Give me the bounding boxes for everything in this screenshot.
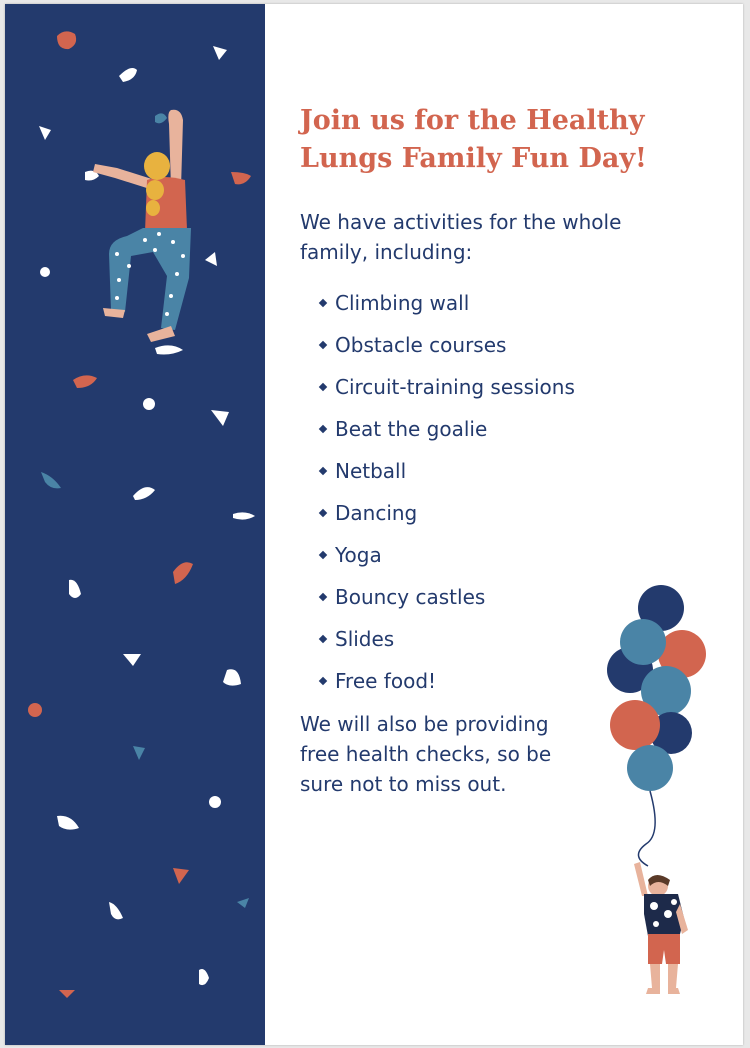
list-item [320, 282, 575, 324]
event-title: Join us for the Healthy Lungs Family Fun Day! [300, 105, 647, 174]
activity-label: Bouncy castles [335, 585, 486, 609]
activity-label: Beat the goalie [335, 417, 488, 441]
list-item [320, 324, 575, 366]
intro-text: We have activities for the whole family, including: [300, 210, 622, 264]
activity-label: Slides [335, 627, 395, 651]
activity-label: Free food! [335, 669, 437, 693]
climbing-wall-panel [5, 4, 265, 1045]
bullet-icon [319, 677, 327, 685]
list-item [320, 366, 575, 408]
bullet-icon [319, 635, 327, 643]
activity-label: Circuit-training sessions [335, 375, 575, 399]
activity-label: Netball [335, 459, 407, 483]
activity-label: Yoga [335, 543, 382, 567]
bullet-icon [319, 299, 327, 307]
climber-figure [93, 110, 191, 342]
activity-label: Climbing wall [335, 291, 470, 315]
bullet-icon [319, 551, 327, 559]
list-item [320, 534, 575, 576]
climbing-wall-illustration [5, 4, 265, 1045]
outro-text: We will also be providing free health checks, so be sure not to miss out. [300, 712, 552, 796]
bullet-icon [319, 593, 327, 601]
bullet-icon [319, 341, 327, 349]
list-item [320, 618, 575, 660]
list-item [320, 408, 575, 450]
balloon-bunch [607, 585, 706, 791]
bullet-icon [319, 467, 327, 475]
activity-label: Obstacle courses [335, 333, 507, 357]
balloon-string [638, 791, 655, 866]
list-item [320, 660, 575, 702]
child-figure [634, 862, 688, 994]
bullet-icon [319, 383, 327, 391]
list-item [320, 576, 575, 618]
list-item [320, 450, 575, 492]
activities-list [320, 282, 575, 702]
list-item [320, 492, 575, 534]
flyer-page [5, 4, 743, 1045]
balloons-child-illustration [590, 574, 720, 1004]
activity-label: Dancing [335, 501, 418, 525]
bullet-icon [319, 509, 327, 517]
bullet-icon [319, 425, 327, 433]
